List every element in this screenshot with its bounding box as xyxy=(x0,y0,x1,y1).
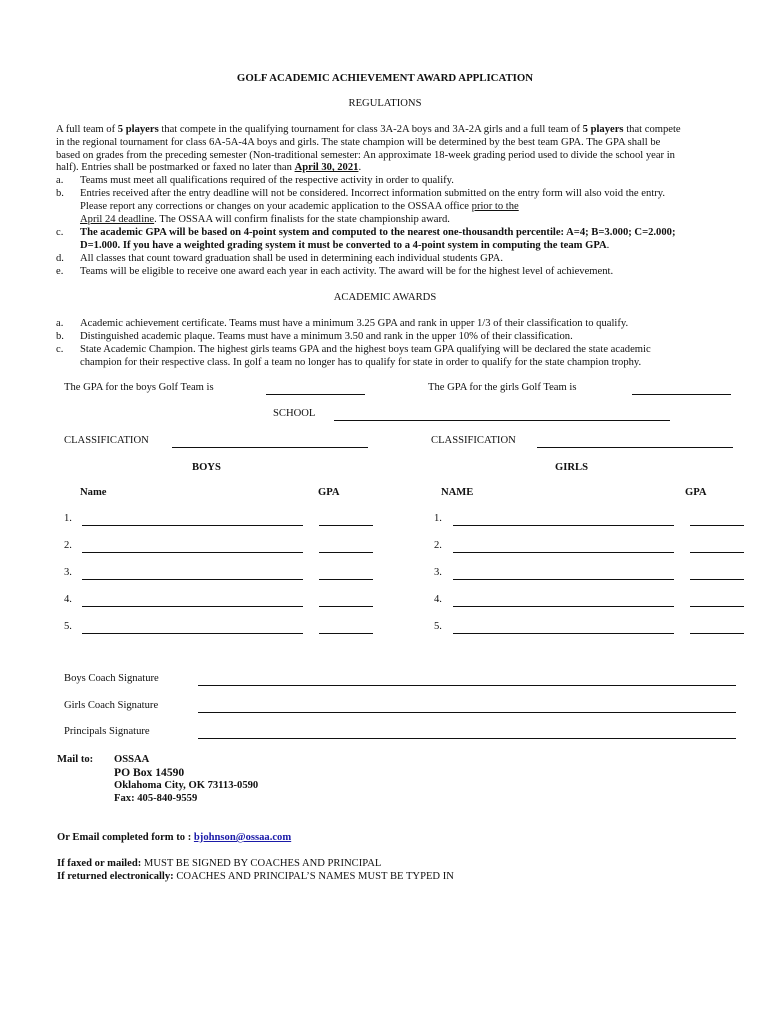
girls-player-gpa-field[interactable] xyxy=(690,606,744,607)
girls-player-gpa-field[interactable] xyxy=(690,525,744,526)
school-field[interactable] xyxy=(334,420,670,421)
principal-signature-label: Principals Signature xyxy=(64,726,150,737)
girls-player-name-field[interactable] xyxy=(453,552,674,553)
girls-player-name-field[interactable] xyxy=(453,633,674,634)
girls-player-gpa-field[interactable] xyxy=(690,579,744,580)
boys-player-gpa-field[interactable] xyxy=(319,525,373,526)
faxed-text: MUST BE SIGNED BY COACHES AND PRINCIPAL xyxy=(141,858,382,869)
boys-row-number: 1. xyxy=(64,513,72,524)
girls-player-name-field[interactable] xyxy=(453,606,674,607)
faxed-instruction xyxy=(57,858,381,869)
intro-text: that compete in the qualifying tournament for class 3A-2A boys and 3A-2A girls and a full team of xyxy=(158,124,583,135)
faxed-label: If faxed or mailed: xyxy=(57,858,142,869)
rule-c-line2 xyxy=(80,240,609,253)
awards-heading: ACADEMIC AWARDS xyxy=(333,292,437,303)
girls-player-gpa-field[interactable] xyxy=(690,552,744,553)
girls-row-number: 3. xyxy=(434,567,442,578)
boys-coach-signature-field[interactable] xyxy=(198,685,736,686)
girls-team-gpa-label: The GPA for the girls Golf Team is xyxy=(428,382,577,393)
boys-player-gpa-field[interactable] xyxy=(319,606,373,607)
principal-signature-field[interactable] xyxy=(198,738,736,739)
rule-c-text: . xyxy=(606,240,610,251)
intro-text: A full team of xyxy=(56,124,118,135)
rule-e-marker: e. xyxy=(56,266,64,277)
girls-player-name-field[interactable] xyxy=(453,579,674,580)
boys-team-gpa-label: The GPA for the boys Golf Team is xyxy=(64,382,214,393)
award-b-marker: b. xyxy=(56,331,64,342)
intro-bold: 5 players xyxy=(117,124,159,135)
deadline-date: April 30, 2021 xyxy=(294,162,359,174)
rule-d-text: All classes that count toward graduation shall be used in determining each individual students GPA. xyxy=(80,253,503,264)
mail-po-box: PO Box 14590 xyxy=(114,766,185,779)
boys-player-gpa-field[interactable] xyxy=(319,633,373,634)
email-link[interactable]: bjohnson@ossaa.com xyxy=(193,832,292,843)
rule-c-text: The academic GPA will be based on 4-point system and computed to the nearest one-thousandth percentile: A=4; B=3.000; C=2.000; xyxy=(80,227,676,238)
award-c-line2: champion for their respective class. In golf a team no longer has to qualify for state in order to qualify for the state champion trophy. xyxy=(80,357,642,368)
boys-name-column-header: Name xyxy=(80,487,107,498)
boys-player-name-field[interactable] xyxy=(82,579,303,580)
rule-e-text: Teams will be eligible to receive one award each year in each activity. The award will be for the highest level of achievement. xyxy=(80,266,614,277)
boys-row-number: 5. xyxy=(64,621,72,632)
rule-b-underlined: prior to the xyxy=(471,201,519,212)
mail-org: OSSAA xyxy=(114,754,150,765)
boys-team-gpa-field[interactable] xyxy=(266,394,365,395)
rule-a-text: Teams must meet all qualifications required of the respective activity in order to qualify. xyxy=(80,175,454,186)
rule-b-text: Entries received after the entry deadline will not be considered. Incorrect information submitted on the entry form will also void the entry. xyxy=(80,188,666,199)
mail-fax: Fax: 405-840-9559 xyxy=(114,793,198,804)
award-a-text: Academic achievement certificate. Teams must have a minimum 3.25 GPA and rank in upper 1/3 of their classification to qualify. xyxy=(80,318,629,329)
boys-classification-label: CLASSIFICATION xyxy=(64,435,149,446)
rule-d-marker: d. xyxy=(56,253,64,264)
mail-to-label: Mail to: xyxy=(57,754,94,765)
award-c-marker: c. xyxy=(56,344,64,355)
girls-row-number: 1. xyxy=(434,513,442,524)
girls-row-number: 2. xyxy=(434,540,442,551)
boys-player-name-field[interactable] xyxy=(82,552,303,553)
girls-classification-field[interactable] xyxy=(537,447,733,448)
rule-a-marker: a. xyxy=(56,175,64,186)
award-c-text: State Academic Champion. The highest girls teams GPA and the highest boys team GPA qualifying will be declared the state academic xyxy=(80,344,651,355)
intro-line: in the regional tournament for class 6A-5A-4A boys and girls. The state champion will be determined by the best team GPA. The GPA shall be xyxy=(56,136,661,148)
award-a-marker: a. xyxy=(56,318,64,329)
page-title: GOLF ACADEMIC ACHIEVEMENT AWARD APPLICATION xyxy=(236,72,534,84)
rule-b-line3 xyxy=(80,214,450,227)
boys-heading: BOYS xyxy=(192,462,221,473)
regulations-heading: REGULATIONS xyxy=(348,98,422,109)
girls-name-column-header: NAME xyxy=(441,487,474,498)
boys-coach-signature-label: Boys Coach Signature xyxy=(64,673,159,684)
intro-bold: 5 players xyxy=(582,124,624,135)
girls-classification-label: CLASSIFICATION xyxy=(431,435,516,446)
girls-team-gpa-field[interactable] xyxy=(632,394,731,395)
boys-player-gpa-field[interactable] xyxy=(319,552,373,553)
girls-row-number: 4. xyxy=(434,594,442,605)
boys-classification-field[interactable] xyxy=(172,447,368,448)
electronic-label: If returned electronically: xyxy=(57,871,174,882)
school-label: SCHOOL xyxy=(273,408,316,419)
rule-b-marker: b. xyxy=(56,188,64,199)
boys-row-number: 4. xyxy=(64,594,72,605)
email-prefix: Or Email completed form to : xyxy=(57,832,194,843)
rule-b-text: . The OSSAA will confirm finalists for the state championship award. xyxy=(154,214,450,225)
girls-row-number: 5. xyxy=(434,621,442,632)
boys-player-gpa-field[interactable] xyxy=(319,579,373,580)
email-line xyxy=(57,832,291,843)
girls-player-gpa-field[interactable] xyxy=(690,633,744,634)
intro-text: half). Entries shall be postmarked or faxed no later than xyxy=(56,162,295,174)
rule-b-underlined: April 24 deadline xyxy=(80,214,155,225)
boys-player-name-field[interactable] xyxy=(82,633,303,634)
mail-city: Oklahoma City, OK 73113-0590 xyxy=(114,780,259,791)
intro-paragraph xyxy=(56,124,728,175)
rule-c-text: D=1.000. If you have a weighted grading system it must be converted to a 4-point system in computing the team GPA xyxy=(80,240,607,251)
award-b-text: Distinguished academic plaque. Teams must have a minimum 3.50 and rank in the upper 10% of their classification. xyxy=(80,331,573,342)
intro-text: that compete xyxy=(623,124,681,135)
girls-coach-signature-field[interactable] xyxy=(198,712,736,713)
intro-line: based on grades from the preceding semester (Non-traditional semester: An approximate 18-week grading period used to divide the school year in xyxy=(56,149,675,161)
intro-text: . xyxy=(358,162,362,174)
rule-b-text: Please report any corrections or changes on your academic application to the OSSAA office xyxy=(80,201,472,212)
boys-row-number: 3. xyxy=(64,567,72,578)
rule-b-line2 xyxy=(80,201,519,214)
girls-coach-signature-label: Girls Coach Signature xyxy=(64,700,159,711)
girls-heading: GIRLS xyxy=(555,462,588,473)
boys-player-name-field[interactable] xyxy=(82,525,303,526)
boys-gpa-column-header: GPA xyxy=(318,487,340,498)
girls-gpa-column-header: GPA xyxy=(685,487,707,498)
rule-c-marker: c. xyxy=(56,227,64,238)
electronic-instruction xyxy=(57,871,454,882)
girls-player-name-field[interactable] xyxy=(453,525,674,526)
electronic-text: COACHES AND PRINCIPAL’S NAMES MUST BE TYPED IN xyxy=(173,871,454,882)
boys-row-number: 2. xyxy=(64,540,72,551)
boys-player-name-field[interactable] xyxy=(82,606,303,607)
